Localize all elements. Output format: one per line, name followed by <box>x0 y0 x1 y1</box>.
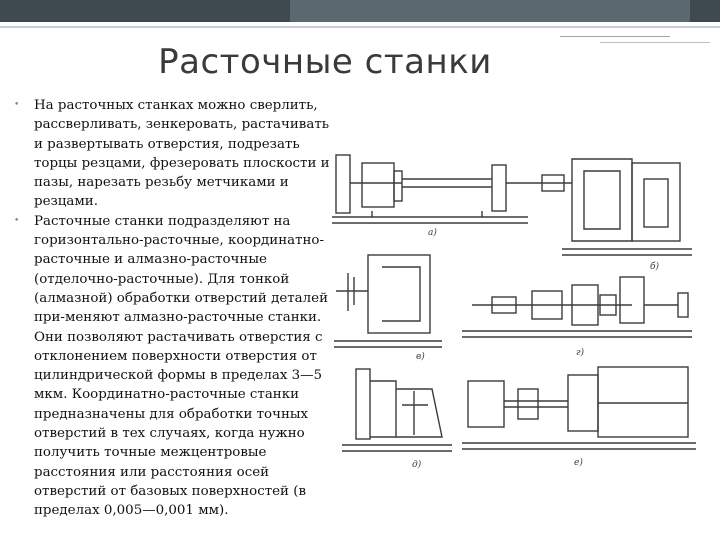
bullet-text: Расточные станки подразделяют на горизонтально-расточные, координатно-расточные и алмазно-расточные (отделочно-расточные). Для тонкой (алмазной) обработки отверстий деталей при-меняют алмазно-расточные станки. Они позволяют растачивать отверстия с отклонением поверхности отверстия от цилиндрической формы в пределах 3—5 мкм. Координатно-расточные станки предназначены для обработки точных отверстий в тех случаях, когда нужно получить точные межцентровые расстояния или расстояния осей отверстий от базовых поверхностей (в пределах 0,005—0,001 мм). <box>34 213 329 519</box>
drawing-g <box>462 277 692 337</box>
bullet-list <box>14 96 332 521</box>
label-e: е) <box>574 458 583 468</box>
header-rule-short <box>560 36 670 37</box>
bullet-icon: • <box>14 215 20 226</box>
label-b: б) <box>650 262 660 272</box>
bullet-item <box>14 96 332 212</box>
label-a: а) <box>428 228 437 238</box>
slide-title: Расточные станки <box>158 42 492 82</box>
header-accent <box>290 0 690 22</box>
header-rule <box>0 26 720 28</box>
bullet-item <box>14 212 332 521</box>
boring-machines-drawing <box>332 145 720 475</box>
drawing-e <box>462 367 696 449</box>
bullet-icon: • <box>14 100 20 110</box>
drawing-a <box>332 155 528 223</box>
drawing-v <box>334 255 442 347</box>
label-g: г) <box>576 348 585 358</box>
label-v: в) <box>416 352 425 362</box>
drawing-d <box>342 369 452 451</box>
drawing-b <box>528 159 692 255</box>
bullet-text: На расточных станках можно сверлить, рассверливать, зенкеровать, растачивать и развертывать отверстия, подрезать торцы резцами, фрезеровать плоскости и пазы, нарезать резьбу метчиками и резцами. <box>34 98 330 210</box>
label-d: д) <box>412 460 422 470</box>
